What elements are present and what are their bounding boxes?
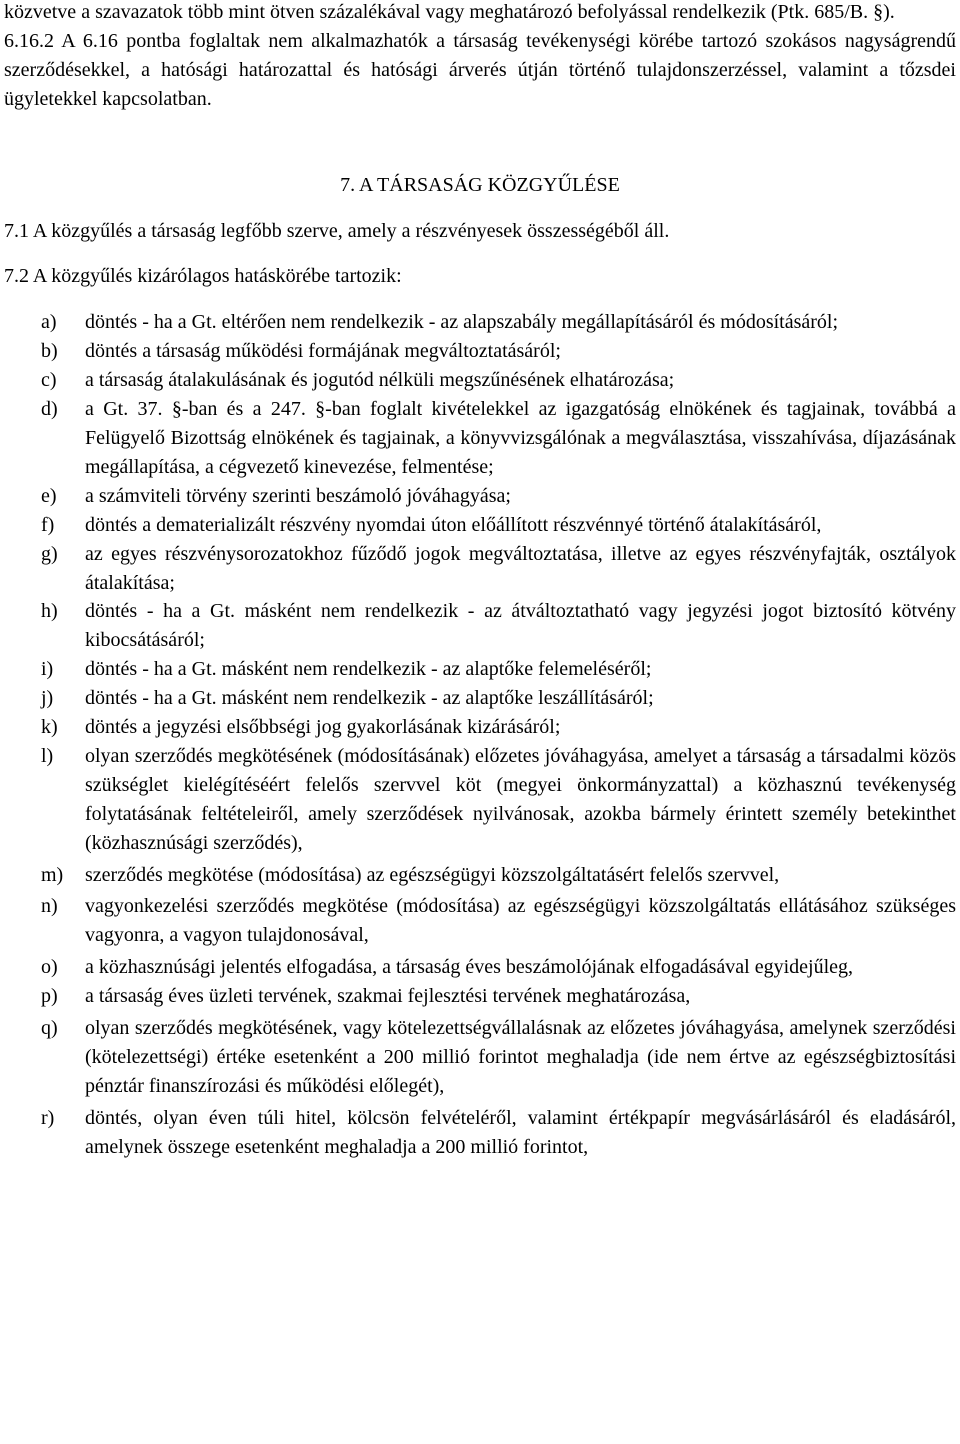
list-item: [4, 861, 956, 890]
list-item-marker: n): [41, 895, 58, 918]
list-item-text: olyan szerződés megkötésének, vagy kötelezettségvállalásnak az előzetes jóváhagyása, amelynek szerződési (kötelezettségi) értéke esetenként a 200 millió forintot meghaladja (ide nem értve az egészségbiztosítási pénztár finanszírozási és működési előlegét),: [85, 1017, 956, 1097]
list-item-text: a társaság éves üzleti tervének, szakmai fejlesztési tervének meghatározása,: [85, 985, 691, 1008]
list-item-text: vagyonkezelési szerződés megkötése (módosítása) az egészségügyi közszolgáltatás ellátásához szükséges vagyonra, a vagyon tulajdonosával,: [85, 895, 956, 947]
paragraph-6-16-2: 6.16.2 A 6.16 pontba foglaltak nem alkalmazhatók a társaság tevékenységi körébe tartozó szokásos nagyságrendű szerződésekkel, a hatósági határozattal és hatósági árverés útján történő tulajdonszerzéssel, valamint a tőzsdei ügyletekkel kapcsolatban.: [4, 29, 956, 110]
list-item-marker: l): [41, 744, 54, 767]
list-item: [4, 982, 956, 1011]
list-item: [4, 742, 956, 858]
list-item-marker: c): [41, 369, 57, 392]
list-item-text: szerződés megkötése (módosítása) az egészségügyi közszolgáltatásért felelős szervvel,: [85, 863, 780, 886]
list-item: [4, 395, 956, 482]
spacer: [4, 245, 956, 262]
competence-list: [4, 308, 956, 1161]
list-item-marker: h): [41, 600, 58, 623]
list-item-text: döntés - ha a Gt. másként nem rendelkezik - az átváltoztatható vagy jegyzési jogot biztosító kötvény kibocsátásáról;: [85, 600, 956, 652]
paragraph-7-2: 7.2 A közgyűlés kizárólagos hatáskörébe tartozik:: [4, 265, 402, 288]
list-item: [4, 1014, 956, 1101]
paragraph-7-1: 7.1 A közgyűlés a társaság legfőbb szerve, amely a részvényesek összességéből áll.: [4, 219, 670, 242]
list-item-text: az egyes részvénysorozatokhoz fűződő jogok megváltoztatása, illetve az egyes részvényfajták, osztályok átalakítása;: [85, 542, 956, 594]
list-item-text: a számviteli törvény szerinti beszámoló jóváhagyása;: [85, 484, 511, 507]
list-item-text: döntés a jegyzési elsőbbségi jog gyakorlásának kizárásáról;: [85, 716, 561, 739]
list-item: [4, 482, 956, 511]
list-item-text: döntés a társaság működési formájának megváltoztatásáról;: [85, 340, 561, 363]
spacer: [4, 114, 956, 171]
list-item-text: a társaság átalakulásának és jogutód nélküli megszűnésének elhatározása;: [85, 369, 675, 392]
list-item-marker: m): [41, 863, 64, 886]
list-item-text: döntés a dematerializált részvény nyomdai úton előállított részvénnyé történő átalakításáról,: [85, 513, 822, 536]
list-item: [4, 713, 956, 742]
list-item-marker: k): [41, 716, 58, 739]
list-item-text: a közhasznúsági jelentés elfogadása, a társaság éves beszámolójának elfogadásával egyidejűleg,: [85, 956, 854, 979]
list-item-marker: f): [41, 513, 55, 536]
list-item-marker: d): [41, 398, 58, 421]
list-item-text: a Gt. 37. §-ban és a 247. §-ban foglalt kivételekkel az igazgatóság elnökének és tagjainak, továbbá a Felügyelő Bizottság elnökének és tagjainak, a könyvvizsgálónak a megválasztása, visszahívása, díjazásának megállapítása, a cégvezető kinevezése, felmentése;: [85, 398, 956, 478]
list-item: [4, 655, 956, 684]
list-item: [4, 540, 956, 598]
list-item-text: döntés - ha a Gt. eltérően nem rendelkezik - az alapszabály megállapításáról és módosításáról;: [85, 311, 839, 334]
list-item-marker: j): [41, 687, 54, 710]
list-item: [4, 366, 956, 395]
list-item: [4, 511, 956, 540]
document-page: [4, 0, 956, 1162]
list-item-marker: r): [41, 1106, 55, 1129]
list-item-marker: q): [41, 1017, 58, 1040]
spacer: [4, 200, 956, 217]
list-item-marker: g): [41, 542, 58, 565]
list-item-marker: e): [41, 484, 57, 507]
list-item: [4, 337, 956, 366]
list-item-marker: i): [41, 658, 54, 681]
list-item-text: döntés, olyan éven túli hitel, kölcsön felvételéről, valamint értékpapír megvásárlásáról és eladásáról, amelynek összege esetenként meghaladja a 200 millió forintot,: [85, 1106, 956, 1158]
list-item-marker: p): [41, 985, 58, 1008]
list-item-text: olyan szerződés megkötésének (módosításának) előzetes jóváhagyása, amelyet a társaság a társadalmi közös szükséglet kielégítéséért felelős szervvel köt (megyei önkormányzattal) a közhasznú tevékenység folytatásának feltételeiről, amely szerződések nyilvánosak, azokba bármely érintett személy betekinthet (közhasznúsági szerződés),: [85, 744, 956, 854]
list-item: [4, 684, 956, 713]
spacer: [4, 291, 956, 308]
list-item: [4, 953, 956, 982]
list-item: [4, 597, 956, 655]
list-item-marker: a): [41, 311, 57, 334]
list-item: [4, 892, 956, 950]
list-item: [4, 308, 956, 337]
list-item-marker: o): [41, 956, 58, 979]
intro-paragraph-continued: közvetve a szavazatok több mint ötven százalékával vagy meghatározó befolyással rendelkezik (Ptk. 685/B. §).: [4, 1, 895, 23]
list-item: [4, 1104, 956, 1162]
list-item-text: döntés - ha a Gt. másként nem rendelkezik - az alaptőke leszállításáról;: [85, 687, 654, 710]
section-heading: 7. A TÁRSASÁG KÖZGYŰLÉSE: [340, 173, 620, 196]
list-item-text: döntés - ha a Gt. másként nem rendelkezik - az alaptőke felemeléséről;: [85, 658, 652, 681]
list-item-marker: b): [41, 340, 58, 363]
